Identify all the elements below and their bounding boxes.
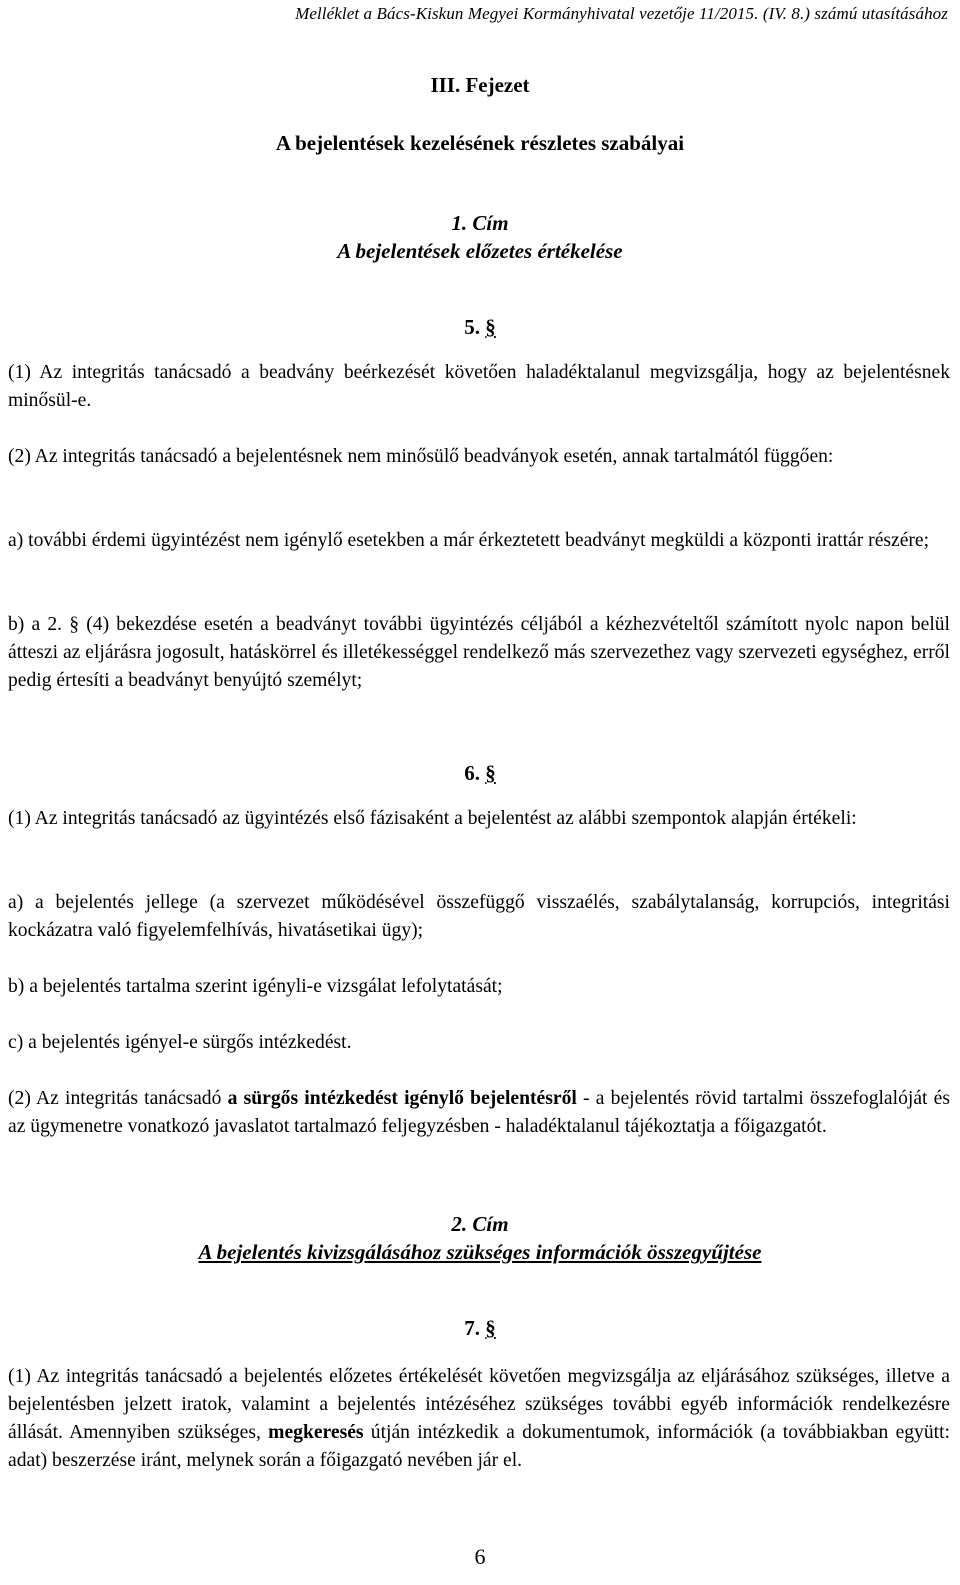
section6-heading bbox=[0, 760, 960, 786]
sec7-p1-text: (1) Az integritás tanácsadó a bejelentés előzetes értékelését követően megvizsgálja az eljárásához szükséges, illetve a bejelentésben jelzett iratok, valamint a bejelentés intézéséhez szükséges további egyéb információk rendelkezésre állását. Amennyiben szükséges, bbox=[8, 1366, 950, 1443]
chapter-title: A bejelentések kezelésének részletes szabályai bbox=[275, 131, 685, 155]
chapter-number: III. Fejezet bbox=[430, 73, 530, 97]
section-sign: § bbox=[485, 1316, 496, 1340]
sec6-point-a: a) a bejelentés jellege (a szervezet működésével összefüggő visszaélés, szabálytalanság, korrupciós, integritási kockázatra való figyelemfelhívás, hivatásetikai ügy); bbox=[8, 892, 950, 941]
sec6-paragraph-2 bbox=[8, 1085, 950, 1141]
section5-number: 5. bbox=[464, 315, 480, 339]
sec5-paragraph-2: (2) Az integritás tanácsadó a bejelentésnek nem minősülő beadványok esetén, annak tartalmától függően: bbox=[8, 446, 834, 467]
sec6-point-c: c) a bejelentés igényel-e sürgős intézkedést. bbox=[8, 1032, 352, 1053]
sec5-paragraph-1: (1) Az integritás tanácsadó a beadvány beérkezését követően haladéktalanul megvizsgálja, hogy az bejelentésnek minősül-e. bbox=[8, 362, 950, 411]
title2-name-text: A bejelentés kivizsgálásához szükséges információk összegyűjtése bbox=[198, 1240, 762, 1264]
sec7-p1-text-end: útján intézkedik a dokumentumok, információk (a továbbiakban együtt: adat) beszerzése iránt, melynek során a főigazgató nevében jár el. bbox=[8, 1422, 950, 1471]
sec6-p2-text-end: - a bejelentés rövid tartalmi összefoglalóját és az ügymenetre vonatkozó javaslatot tartalmazó feljegyzésben - haladéktalanul tájékoztatja a főigazgatót. bbox=[8, 1088, 950, 1137]
title2-name bbox=[0, 1239, 960, 1265]
title2-number: 2. Cím bbox=[451, 1212, 509, 1236]
sec5-point-b: b) a 2. § (4) bekezdése esetén a beadványt további ügyintézés céljából a kézhezvételtől számított nyolc napon belül átteszi az eljárásra jogosult, hatáskörrel és illetékességgel rendelkező más szervezethez vagy szervezeti egységhez, erről pedig értesíti a beadványt benyújtó személyt; bbox=[8, 614, 950, 691]
page-number: 6 bbox=[474, 1544, 486, 1569]
section5-heading bbox=[0, 314, 960, 340]
section6-number: 6. bbox=[464, 761, 480, 785]
sec7-p1-emphasis: megkeresés bbox=[268, 1422, 364, 1443]
section-sign: § bbox=[485, 761, 496, 785]
sec6-p2-emphasis: a sürgős intézkedést igénylő bejelentésről bbox=[227, 1088, 577, 1109]
section7-number: 7. bbox=[464, 1316, 480, 1340]
title1-number: 1. Cím bbox=[451, 211, 509, 235]
title1-name: A bejelentések előzetes értékelése bbox=[337, 239, 623, 263]
sec6-point-b: b) a bejelentés tartalma szerint igényli-e vizsgálat lefolytatását; bbox=[8, 976, 503, 997]
sec7-paragraph-1 bbox=[8, 1363, 950, 1475]
sec5-point-a: a) további érdemi ügyintézést nem igénylő esetekben a már érkeztetett beadványt megküldi a központi irattár részére; bbox=[8, 530, 930, 551]
section7-heading bbox=[0, 1315, 960, 1341]
sec6-paragraph-1: (1) Az integritás tanácsadó az ügyintézés első fázisaként a bejelentést az alábbi szempontok alapján értékeli: bbox=[8, 808, 857, 829]
sec6-p2-text: (2) Az integritás tanácsadó bbox=[8, 1088, 228, 1109]
header-note: Melléklet a Bács-Kiskun Megyei Kormányhivatal vezetője 11/2015. (IV. 8.) számú utasításához bbox=[295, 4, 948, 23]
section-sign: § bbox=[485, 315, 496, 339]
